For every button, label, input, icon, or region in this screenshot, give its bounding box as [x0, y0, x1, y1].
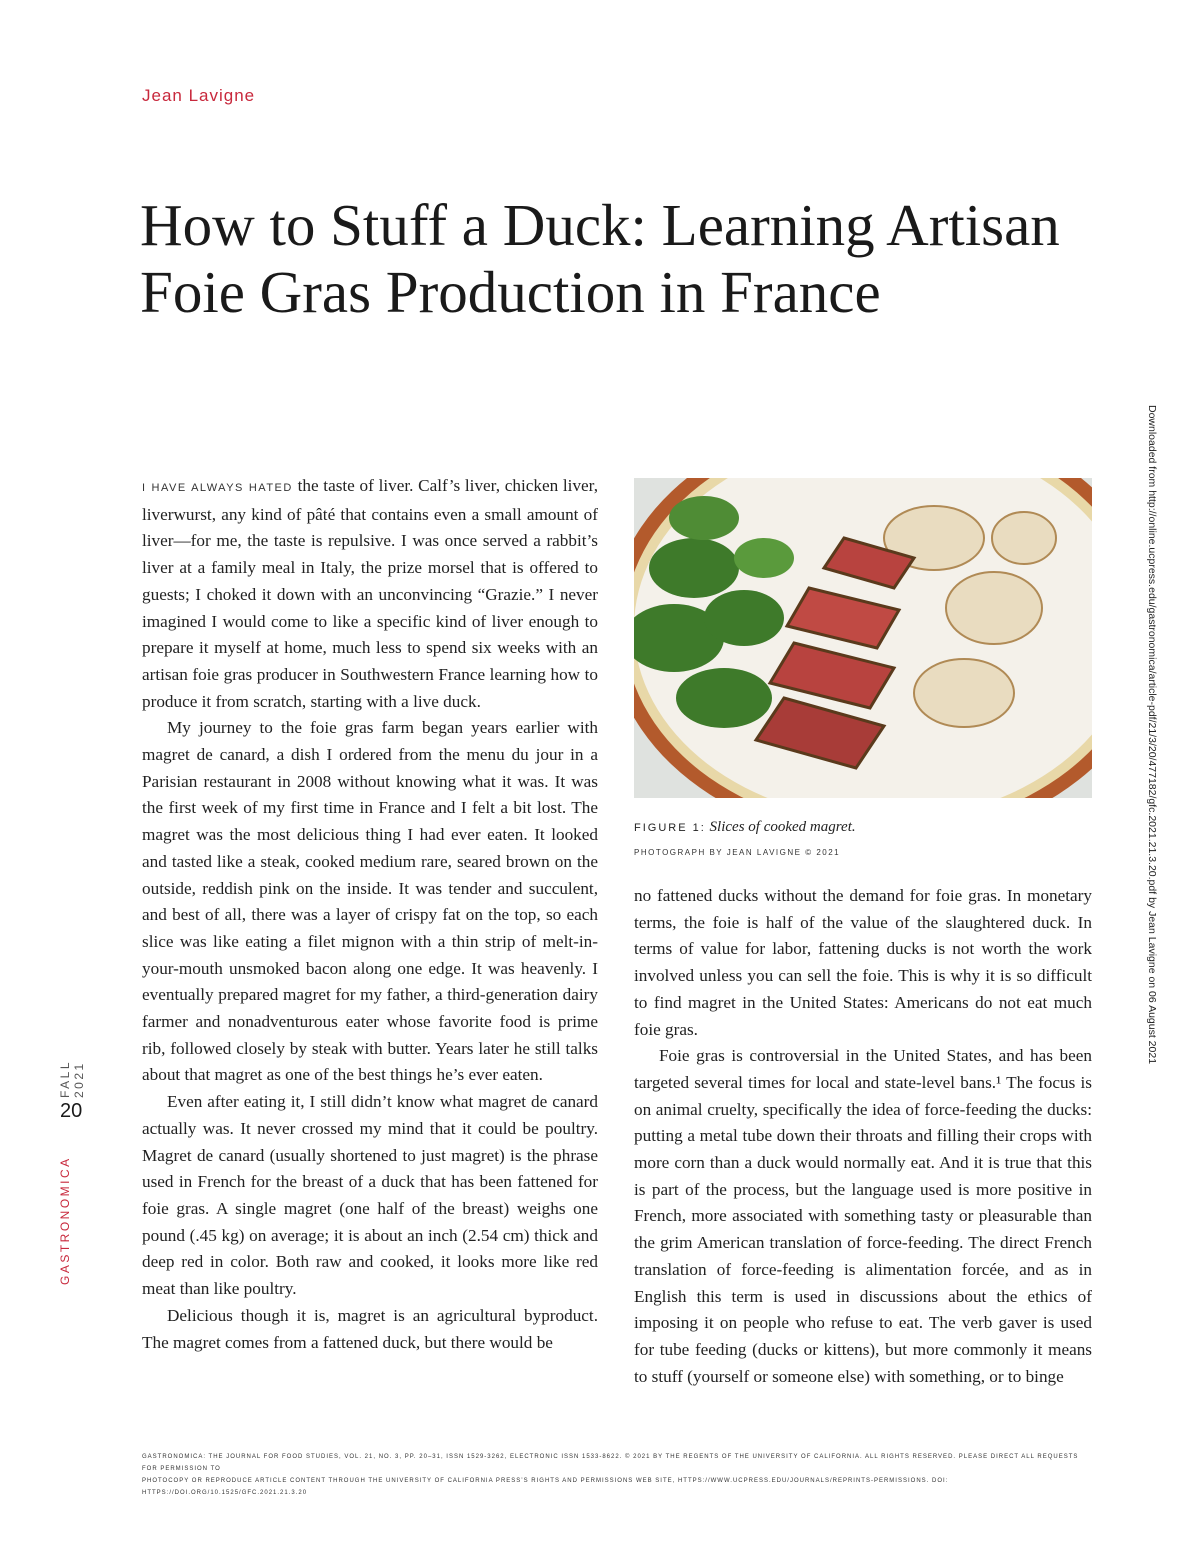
footer-line-1: GASTRONOMICA: THE JOURNAL FOR FOOD STUDIES, VOL. 21, NO. 3, PP. 20–31, ISSN 1529-3262, ELECTRONIC ISSN 1533-8622. © 2021 BY THE REGENTS OF THE UNIVERSITY OF CALIFORNIA. ALL RIGHTS RESERVED. PLEASE DIRECT ALL REQUESTS FOR PERMISSION TO — [142, 1454, 1079, 1472]
page-number: 20 — [60, 1100, 83, 1122]
footer-line-2: PHOTOCOPY OR REPRODUCE ARTICLE CONTENT THROUGH THE UNIVERSITY OF CALIFORNIA PRESS’S RIGHTS AND PERMISSIONS WEB SITE, HTTPS://WWW.UCPRESS.EDU/JOURNALS/REPRINTS-PERMISSIONS. DOI: HTTPS://DOI.ORG/10.1525/GFC.2021.21.3.20 — [142, 1478, 949, 1496]
paragraph-2: My journey to the foie gras farm began years earlier with magret de canard, a dish I ordered from the menu du jour in a Parisian restaurant in 2008 without knowing what it was. It was the first week of my first time in France and I felt a bit lost. The magret was the most delicious thing I had ever eaten. It looked and tasted like a steak, cooked medium rare, seared brown on the outside, reddish pink on the inside. It was tender and succulent, and best of all, there was a layer of crispy fat on the top, so each slice was like eating a filet mignon with a thin strip of melt-in-your-mouth unsmoked bacon along one edge. It was heavenly. I eventually prepared magret for my father, a third-generation dairy farmer and nonadventurous eater whose favorite food is prime rib, followed closely by steak with butter. Years later he still talks about that magret as one of the best things he’s ever eaten. — [142, 718, 598, 1085]
figure-credit: PHOTOGRAPH BY JEAN LAVIGNE © 2021 — [634, 848, 841, 857]
download-note: Downloaded from http://online.ucpress.edu/gastronomica/article-pdf/21/3/20/477182/gfc.2021.21.3.20.pdf by Jean Lavigne on 06 August 2021 — [1146, 405, 1158, 1065]
figure-caption — [634, 819, 1092, 836]
margin-journal-name: GASTRONOMICA — [58, 1156, 72, 1285]
plate-illustration — [634, 478, 1092, 798]
right-column — [634, 883, 1092, 1390]
footer-citation — [142, 1451, 1092, 1499]
right-paragraph-2: Foie gras is controversial in the United States, and has been targeted several times for local and state-level bans.¹ The focus is on animal cruelty, specifically the idea of force-feeding the ducks: putting a metal tube down their throats and filling their crops with more corn than a duck would normally eat. And it is true that this is part of the process, but the language used is more positive in French, more associated with something tasty or pleasurable than the grim American translation of force-feeding. The direct French translation of force-feeding is alimentation forcée, and as in English this term is used in discussions about the ethics of imposing it on people who refuse to eat. The verb gaver is used for tube feeding (ducks or kittens), but more commonly it means to stuff (yourself or someone else) with something, or to binge — [634, 1046, 1092, 1386]
left-column — [142, 473, 598, 1356]
title-line-1: How to Stuff a Duck: Learning Artisan — [140, 192, 1060, 258]
title-line-2: Foie Gras Production in France — [140, 259, 881, 325]
right-paragraph-1: no fattened ducks without the demand for foie gras. In monetary terms, the foie is half of the value of the slaughtered duck. In terms of value for labor, fattening ducks is not worth the work involved unless you can sell the foie. This is why it is so difficult to find magret in the United States: Americans do not eat much foie gras. — [634, 886, 1092, 1039]
paragraph-3: Even after eating it, I still didn’t know what magret de canard actually was. It never crossed my mind that it could be poultry. Magret de canard (usually shortened to just magret) is the phrase used in French for the breast of a duck that has been fattened for foie gras. A single magret (one half of the breast) weighs one pound (.45 kg) on average; it is about an inch (2.54 cm) thick and deep red in color. Both raw and cooked, it looks more like red meat than like poultry. — [142, 1092, 598, 1299]
figure-caption-text: Slices of cooked magret. — [709, 819, 856, 835]
paragraph-1-text: the taste of liver. Calf’s liver, chicken liver, liverwurst, any kind of pâté that contains even a small amount of liver—for me, the taste is repulsive. I was once served a rabbit’s liver at a family meal in Italy, the prize morsel that is offered to guests; I choked it down with an unconvincing “Grazie.” I never imagined I would come to like a specific kind of liver enough to prepare it myself at home, much less to spend six weeks with an artisan foie gras producer in Southwestern France learning how to produce it from scratch, starting with a live duck. — [142, 476, 599, 711]
figure-photo — [634, 478, 1092, 798]
paragraph-1 — [142, 473, 598, 715]
figure-label: FIGURE 1: — [634, 822, 706, 834]
lead-in: I HAVE ALWAYS HATED — [142, 482, 293, 494]
author-name: Jean Lavigne — [142, 86, 256, 105]
margin-season: FALL 2021 — [58, 1060, 86, 1098]
paragraph-4: Delicious though it is, magret is an agricultural byproduct. The magret comes from a fattened duck, but there would be — [142, 1305, 598, 1352]
article-title — [140, 192, 1140, 326]
